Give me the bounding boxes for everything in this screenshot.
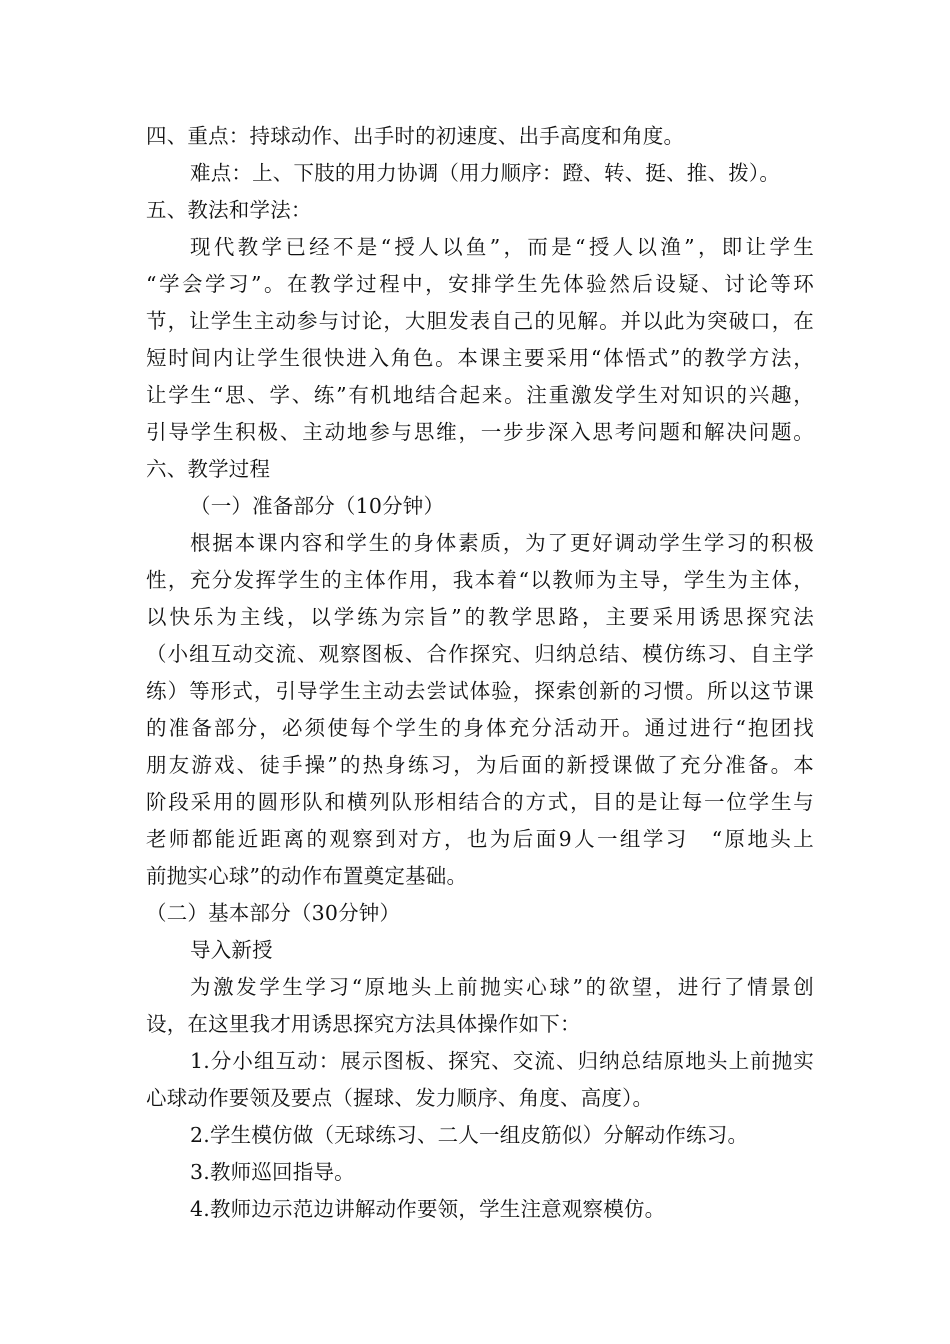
paragraph-line: 短时间内让学生很快进入角色。本课主要采用“体悟式”的教学方法， (146, 346, 814, 370)
list-item: 2.学生模仿做（无球练习、二人一组皮筋似）分解动作练习。 (190, 1123, 749, 1147)
heading-methods: 五、教法和学法： (146, 198, 312, 222)
subheading-basic: （二）基本部分（30分钟） (146, 901, 401, 925)
paragraph-line: 前抛实心球”的动作布置奠定基础。 (146, 864, 468, 888)
list-item: 4.教师边示范边讲解动作要领，学生注意观察模仿。 (190, 1197, 666, 1221)
heading-key-points: 四、重点：持球动作、出手时的初速度、出手高度和角度。 (146, 124, 685, 148)
paragraph-line: “学会学习”。在教学过程中，安排学生先体验然后设疑、讨论等环 (146, 272, 814, 296)
paragraph-line: 朋友游戏、徒手操”的热身练习，为后面的新授课做了充分准备。本 (146, 753, 814, 777)
paragraph-line: 的准备部分，必须使每个学生的身体充分活动开。通过进行“抱团找 (146, 716, 814, 740)
heading-teaching-process: 六、教学过程 (146, 457, 271, 481)
paragraph-line: 老师都能近距离的观察到对方，也为后面9人一组学习 “原地头上 (146, 827, 814, 851)
list-item: 1.分小组互动：展示图板、探究、交流、归纳总结原地头上前抛实 (190, 1049, 814, 1073)
paragraph-line: 练）等形式，引导学生主动去尝试体验，探索创新的习惯。所以这节课 (146, 679, 814, 703)
paragraph-line: 根据本课内容和学生的身体素质，为了更好调动学生学习的积极 (190, 531, 814, 555)
list-item: 3.教师巡回指导。 (190, 1160, 355, 1184)
list-item-continuation: 心球动作要领及要点（握球、发力顺序、角度、高度）。 (146, 1086, 654, 1110)
paragraph-line: 为激发学生学习“原地头上前抛实心球”的欲望，进行了情景创 (190, 975, 814, 999)
paragraph-line: 以快乐为主线，以学练为宗旨”的教学思路，主要采用诱思探究法 (146, 605, 814, 629)
paragraph-line: 性，充分发挥学生的主体作用，我本着“以教师为主导，学生为主体， (146, 568, 814, 592)
paragraph-line: 节，让学生主动参与讨论，大胆发表自己的见解。并以此为突破口，在 (146, 309, 814, 333)
text-difficulty: 难点：上、下肢的用力协调（用力顺序：蹬、转、挺、推、拨）。 (190, 161, 781, 185)
paragraph-line: 现代教学已经不是“授人以鱼”，而是“授人以渔”，即让学生 (190, 235, 814, 259)
subheading-preparation: （一）准备部分（10分钟） (190, 494, 445, 518)
paragraph-line: （小组互动交流、观察图板、合作探究、归纳总结、模仿练习、自主学 (146, 642, 814, 666)
paragraph-line: 引导学生积极、主动地参与思维，一步步深入思考问题和解决问题。 (146, 420, 814, 444)
paragraph-line: 设，在这里我才用诱思探究方法具体操作如下： (146, 1012, 581, 1036)
subheading-introduction: 导入新授 (190, 938, 273, 962)
paragraph-line: 阶段采用的圆形队和横列队形相结合的方式，目的是让每一位学生与 (146, 790, 814, 814)
paragraph-line: 让学生“思、学、练”有机地结合起来。注重激发学生对知识的兴趣， (146, 383, 814, 407)
